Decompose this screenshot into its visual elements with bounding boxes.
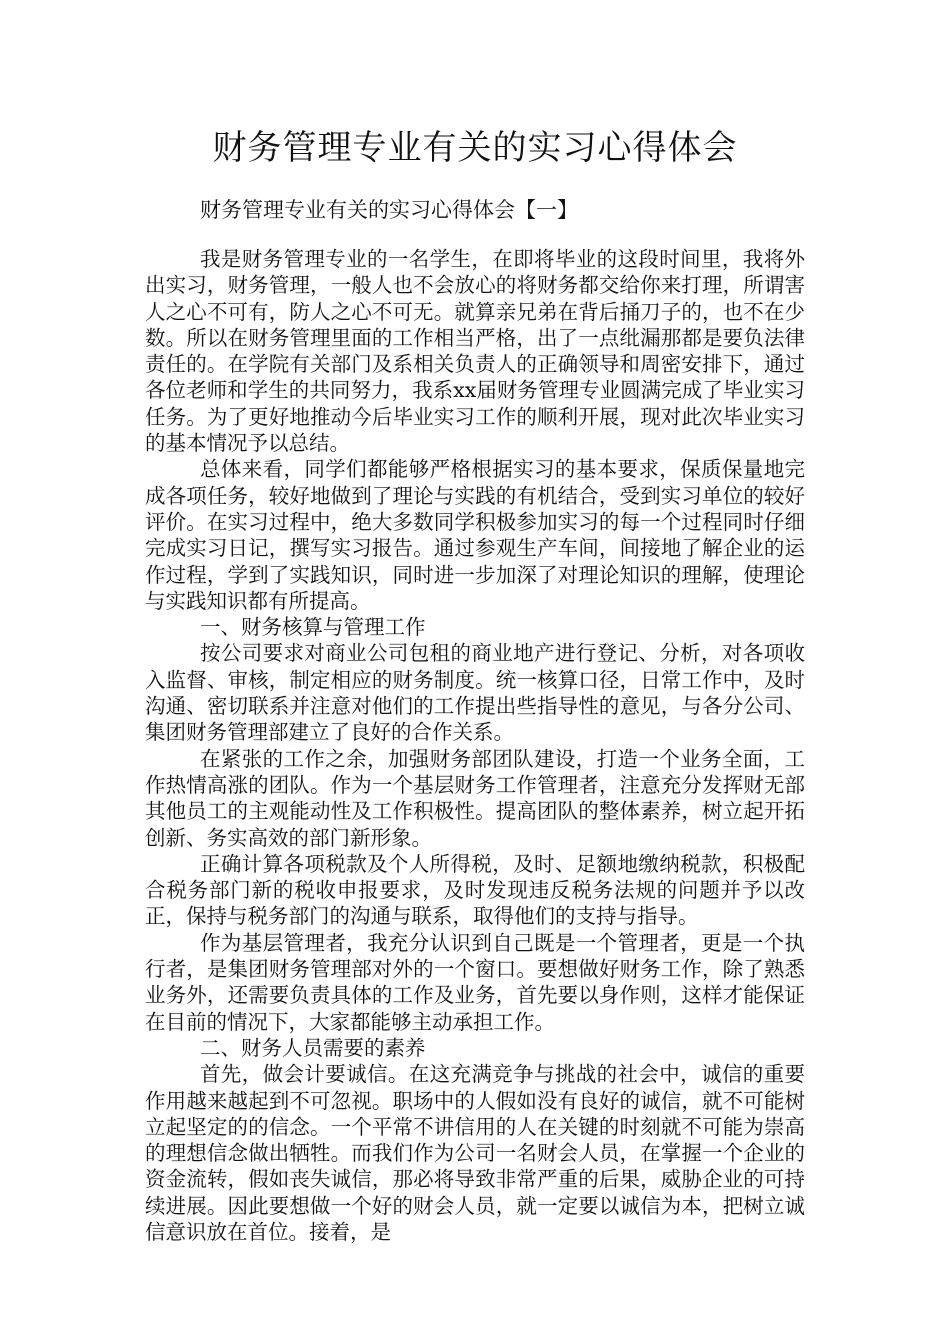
paragraph-accounting: 按公司要求对商业公司包租的商业地产进行登记、分析，对各项收入监督、审核，制定相应的财务制度。统一核算口径，日常工作中，及时沟通、密切联系并注意对他们的工作提出些指导性的意见，与各分公司、集团财务管理部建立了良好的合作关系。 bbox=[145, 641, 805, 745]
page-title: 财务管理专业有关的实习心得体会 bbox=[212, 128, 738, 168]
document-body bbox=[145, 246, 805, 1245]
paragraph-tax: 正确计算各项税款及个人所得税，及时、足额地缴纳税款，积极配合税务部门新的税收申报要求，及时发现违反税务法规的问题并予以改正，保持与税务部门的沟通与联系，取得他们的支持与指导。 bbox=[145, 851, 805, 929]
paragraph-intro: 我是财务管理专业的一名学生，在即将毕业的这段时间里，我将外出实习，财务管理，一般人也不会放心的将财务都交给你来打理，所谓害人之心不可有，防人之心不可无。就算亲兄弟在背后捅刀子的，也不在少数。所以在财务管理里面的工作相当严格，出了一点纰漏那都是要负法律责任的。在学院有关部门及系相关负责人的正确领导和周密安排下，通过各位老师和学生的共同努力，我系xx届财务管理专业圆满完成了毕业实习任务。为了更好地推动今后毕业实习工作的顺利开展，现对此次毕业实习的基本情况予以总结。 bbox=[145, 247, 805, 456]
section-heading-2: 二、财务人员需要的素养 bbox=[200, 1035, 426, 1060]
paragraph-integrity: 首先，做会计要诚信。在这充满竞争与挑战的社会中，诚信的重要作用越来越起到不可忽视。职场中的人假如没有良好的诚信，就不可能树立起坚定的的信念。一个平常不讲信用的人在关键的时刻就不可能为崇高的理想信念做出牺牲。而我们作为公司一名财会人员，在掌握一个企业的资金流转，假如丧失诚信，那必将导致非常严重的后果，威胁企业的可持续进展。因此要想做一个好的财会人员，就一定要以诚信为本，把树立诚信意识放在首位。接着，是 bbox=[145, 1062, 805, 1244]
paragraph-team: 在紧张的工作之余，加强财务部团队建设，打造一个业务全面，工作热情高涨的团队。作为一个基层财务工作管理者，注意充分发挥财无部其他员工的主观能动性及工作积极性。提高团队的整体素养，树立起开拓创新、务实高效的部门新形象。 bbox=[145, 746, 805, 850]
section-subtitle: 财务管理专业有关的实习心得体会【一】 bbox=[200, 198, 578, 222]
paragraph-overview: 总体来看，同学们都能够严格根据实习的基本要求，保质保量地完成各项任务，较好地做到了理论与实践的有机结合，受到实习单位的较好评价。在实习过程中，绝大多数同学积极参加实习的每一个过程同时仔细完成实习日记，撰写实习报告。通过参观生产车间，间接地了解企业的运作过程，学到了实践知识，同时进一步加深了对理论知识的理解，使理论与实践知识都有所提高。 bbox=[145, 457, 805, 613]
section-heading-1: 一、财务核算与管理工作 bbox=[200, 615, 426, 640]
paragraph-manager: 作为基层管理者，我充分认识到自己既是一个管理者，更是一个执行者，是集团财务管理部对外的一个窗口。要想做好财务工作，除了熟悉业务外，还需要负责具体的工作及业务，首先要以身作则，这样才能保证在目前的情况下，大家都能够主动承担工作。 bbox=[145, 930, 805, 1034]
